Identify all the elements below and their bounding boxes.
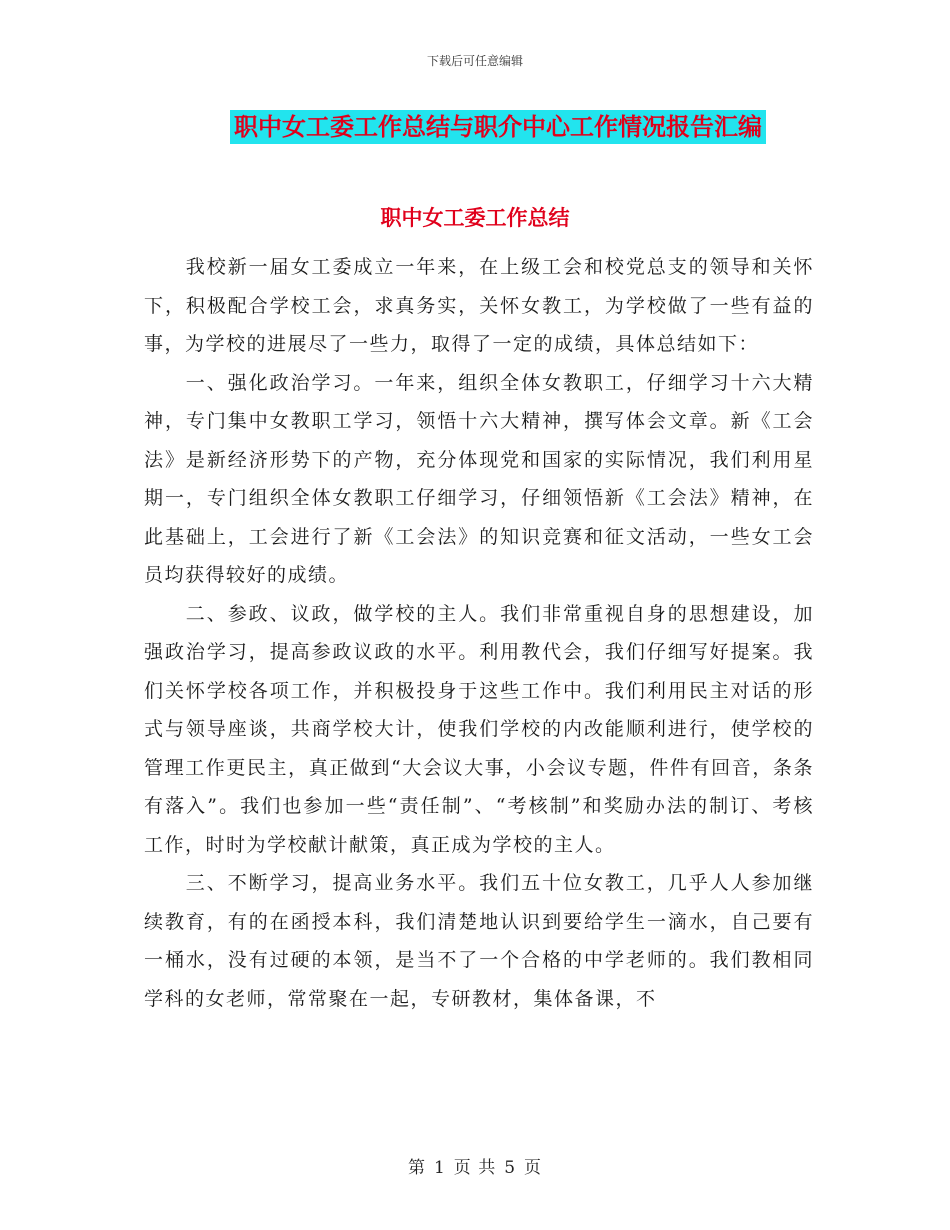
footer-total-pages: 5 <box>504 1158 517 1178</box>
page-footer <box>0 1153 950 1178</box>
paragraph-intro: 我校新一届女工委成立一年来，在上级工会和校党总支的领导和关怀下，积极配合学校工会，求真务实，关怀女教工，为学校做了一些有益的事，为学校的进展尽了一些力，取得了一定的成绩，具体总结如下： <box>144 256 814 355</box>
document-title-text: 职中女工委工作总结与职介中心工作情况报告汇编 <box>230 110 766 144</box>
footer-label-of: 页 共 <box>453 1158 497 1178</box>
footer-current-page: 1 <box>433 1158 446 1178</box>
footer-label-pages: 页 <box>524 1158 543 1178</box>
paragraph-participation: 二、参政、议政，做学校的主人。我们非常重视自身的思想建设，加强政治学习，提高参政议政的水平。利用教代会，我们仔细写好提案。我们关怀学校各项工作，并积极投身于这些工作中。我们利用民主对话的形式与领导座谈，共商学校大计，使我们学校的内改能顺利进行，使学校的管理工作更民主，真正做到“大会议大事，小会议专题，件件有回音，条条有落入”。我们也参加一些“责任制”、“考核制”和奖励办法的制订、考核工作，时时为学校献计献策，真正成为学校的主人。 <box>144 602 814 856</box>
footer-label-page: 第 <box>407 1158 426 1178</box>
page-header-note: 下载后可任意编辑 <box>426 54 523 68</box>
document-title <box>0 110 950 144</box>
paragraph-political-study: 一、强化政治学习。一年来，组织全体女教职工，仔细学习十六大精神，专门集中女教职工学习，领悟十六大精神，撰写体会文章。新《工会法》是新经济形势下的产物，充分体现党和国家的实际情况，我们利用星期一，专门组织全体女教职工仔细学习，仔细领悟新《工会法》精神，在此基础上，工会进行了新《工会法》的知识竞赛和征文活动，一些女工会员均获得较好的成绩。 <box>144 371 814 586</box>
paragraph-continuous-learning: 三、不断学习，提高业务水平。我们五十位女教工，几乎人人参加继续教育，有的在函授本科，我们清楚地认识到要给学生一滴水，自己要有一桶水，没有过硬的本领，是当不了一个合格的中学老师的。我们教相同学科的女老师，常常聚在一起，专研教材，集体备课，不 <box>144 872 814 1010</box>
document-body <box>144 248 814 1018</box>
section-title: 职中女工委工作总结 <box>380 205 570 230</box>
